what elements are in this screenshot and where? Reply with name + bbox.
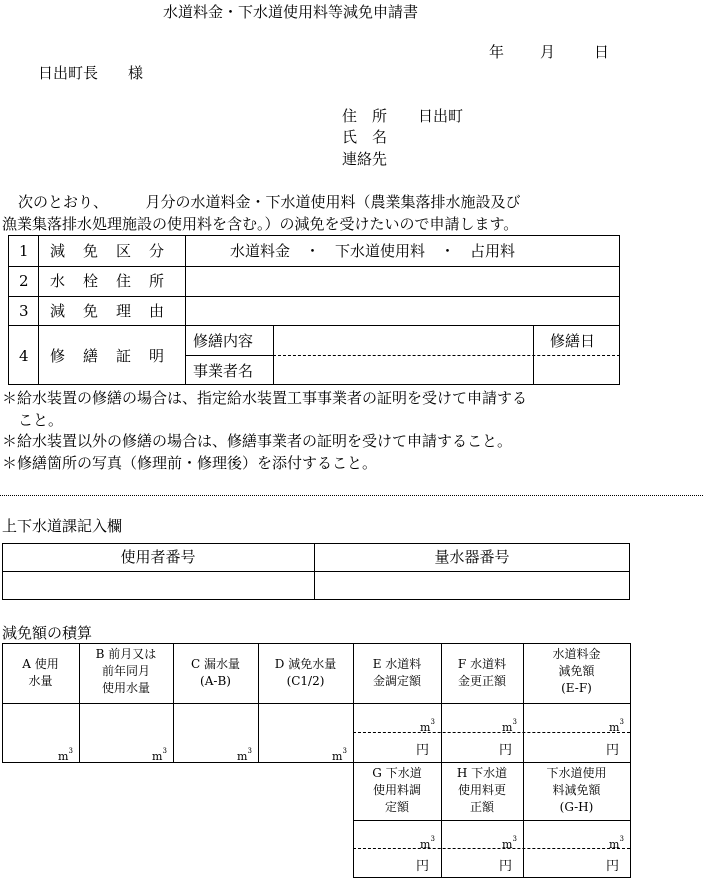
date-year-label: 年	[489, 43, 505, 61]
note-1-continued: こと。	[18, 411, 64, 429]
repair-date-label: 修繕日	[550, 332, 596, 350]
unit-cubic-meter-h: $m^3$	[502, 835, 517, 851]
unit-yen-water: 円	[606, 743, 620, 758]
page-title: 水道料金・下水道使用料等減免申請書	[163, 3, 419, 21]
meter-number-field[interactable]	[318, 575, 626, 596]
header-a: A 使用 水量	[22, 657, 59, 688]
contractor-name-label: 事業者名	[193, 362, 254, 380]
row-4-label: 修繕証明	[50, 347, 183, 365]
intro-line-1: 次のとおり、 月分の水道料金・下水道使用料（農業集落排水施設及び	[18, 193, 521, 211]
unit-yen-e: 円	[416, 743, 430, 758]
unit-cubic-meter-d: $m^3$	[332, 747, 347, 763]
office-section-heading: 上下水道課記入欄	[2, 517, 123, 535]
unit-cubic-meter-b: $m^3$	[152, 747, 167, 763]
header-c: C 漏水量 (A-B)	[191, 657, 240, 688]
unit-yen-f: 円	[499, 743, 513, 758]
contractor-name-field[interactable]	[278, 359, 528, 381]
unit-yen-g: 円	[416, 859, 430, 874]
addressee: 日出町長 様	[38, 64, 144, 82]
unit-cubic-meter-f: $m^3$	[502, 718, 517, 734]
header-water-exemption: 水道料金 減免額 (E-F)	[552, 647, 601, 695]
row-1-number: 1	[19, 242, 29, 260]
faucet-address-field[interactable]	[190, 270, 615, 292]
name-label: 氏 名	[342, 128, 388, 146]
header-b: B 前月又は 前年同月 使用水量	[95, 647, 157, 695]
date-day-label: 日	[594, 43, 610, 61]
unit-cubic-meter-g: $m^3$	[420, 835, 435, 851]
header-sewer-exemption: 下水道使用 料減免額 (G-H)	[546, 766, 607, 814]
user-number-field[interactable]	[6, 575, 310, 596]
header-h: H 下水道 使用料更 正額	[456, 766, 508, 814]
unit-cubic-meter-e: $m^3$	[420, 718, 435, 734]
cut-line-divider	[0, 495, 703, 496]
address-label: 住 所	[342, 107, 388, 125]
unit-yen-sewer: 円	[606, 859, 620, 874]
header-f: F 水道料 金更正額	[457, 657, 507, 688]
meter-number-header: 量水器番号	[434, 548, 510, 566]
row-1-label: 減免区分	[50, 242, 183, 260]
header-e: E 水道料 金調定額	[372, 657, 422, 688]
unit-cubic-meter-water: $m^3$	[609, 718, 624, 734]
row-2-number: 2	[19, 272, 29, 290]
user-number-header: 使用者番号	[120, 548, 196, 566]
exemption-category-options[interactable]: 水道料金 ・ 下水道使用料 ・ 占用料	[230, 242, 516, 260]
address-value: 日出町	[418, 107, 464, 125]
header-g: G 下水道 使用料調 定額	[372, 766, 422, 814]
unit-yen-h: 円	[499, 859, 513, 874]
note-3: ＊修繕箇所の写真（修理前・修理後）を添付すること。	[2, 454, 378, 472]
repair-content-label: 修繕内容	[193, 332, 254, 350]
repair-content-field[interactable]	[278, 329, 528, 351]
row-3-number: 3	[19, 302, 29, 320]
header-d: D 減免水量 (C1/2)	[274, 657, 337, 688]
unit-cubic-meter-sewer: $m^3$	[609, 835, 624, 851]
row-2-label: 水栓住所	[50, 272, 183, 290]
calc-section-heading: 減免額の積算	[2, 624, 93, 642]
exemption-reason-field[interactable]	[190, 299, 615, 321]
intro-line-2: 漁業集落排水処理施設の使用料を含む。）の減免を受けたいので申請します。	[2, 215, 519, 233]
row-4-number: 4	[19, 347, 29, 365]
row-3-label: 減免理由	[50, 302, 183, 320]
note-2: ＊給水装置以外の修繕の場合は、修繕事業者の証明を受けて申請すること。	[2, 432, 513, 450]
date-month-label: 月	[540, 43, 556, 61]
contact-label: 連絡先	[342, 150, 388, 168]
unit-cubic-meter-a: $m^3$	[58, 747, 73, 763]
unit-cubic-meter-c: $m^3$	[237, 747, 252, 763]
note-1: ＊給水装置の修繕の場合は、指定給水装置工事事業者の証明を受けて申請する	[2, 389, 528, 407]
